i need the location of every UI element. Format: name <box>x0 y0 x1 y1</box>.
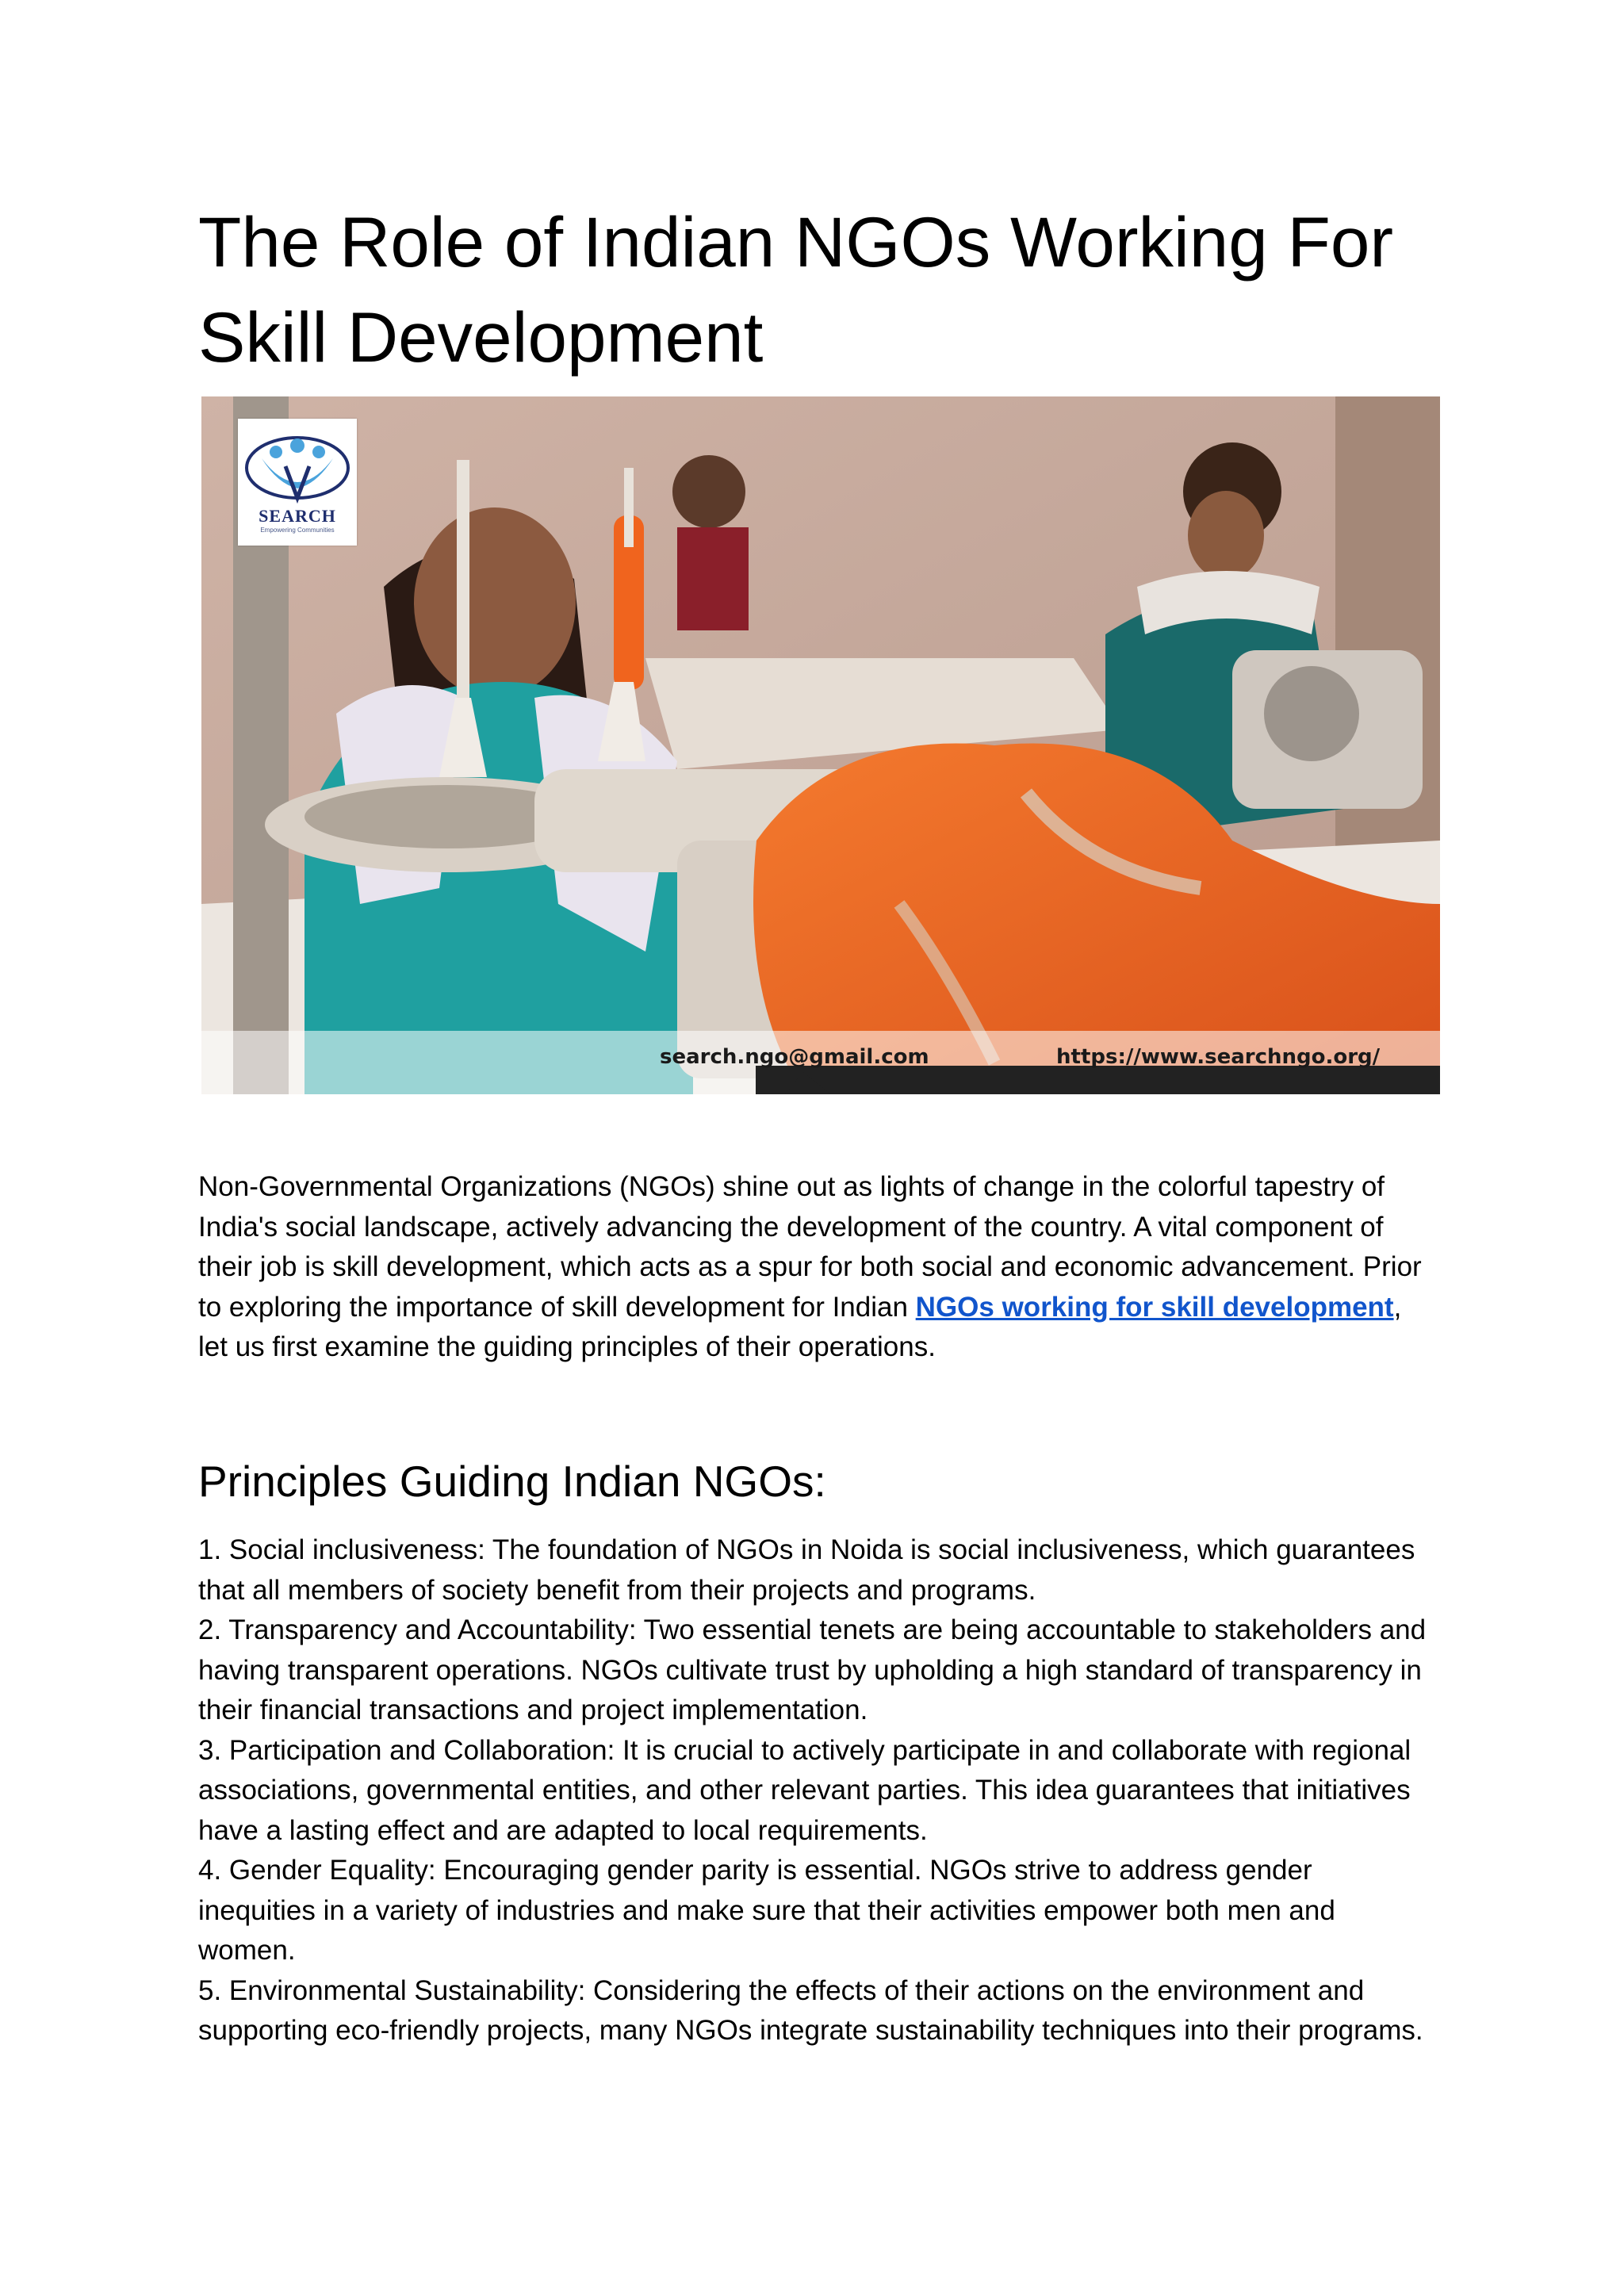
logo-text: SEARCH <box>259 506 336 526</box>
principle-gender-equality: 4. Gender Equality: Encouraging gender parity is essential. NGOs strive to address gender inequities in a variety of industries and make sure that their activities empower both men and women. <box>198 1855 1335 1966</box>
sewing-workshop-illustration <box>201 396 1440 1094</box>
hero-website: https://www.searchngo.org/ <box>1056 1045 1381 1069</box>
principles-list <box>198 1530 1435 2051</box>
hero-image <box>201 396 1440 1094</box>
page-title: The Role of Indian NGOs Working For Skill Development <box>198 202 1394 377</box>
principles-heading: Principles Guiding Indian NGOs: <box>198 1457 826 1506</box>
principle-participation: 3. Participation and Collaboration: It is crucial to actively participate in and collaborate with regional associations, governmental entities, and other relevant parties. This idea guarantees that initiatives have a lasting effect and are adapted to local requirements. <box>198 1734 1411 1846</box>
principle-environmental-sustainability: 5. Environmental Sustainability: Considering the effects of their actions on the environment and supporting eco-friendly projects, many NGOs integrate sustainability techniques into their programs. <box>198 1974 1423 2046</box>
skill-development-link[interactable]: NGOs working for skill development <box>915 1291 1394 1323</box>
search-logo <box>238 419 357 546</box>
principle-transparency: 2. Transparency and Accountability: Two essential tenets are being accountable to stakeholders and having transparent operations. NGOs cultivate trust by upholding a high standard of transparency in their financial transactions and project implementation. <box>198 1614 1427 1725</box>
hero-email: search.ngo@gmail.com <box>660 1045 929 1069</box>
intro-text-after: , let us first examine the guiding principles of their operations. <box>198 1291 1402 1362</box>
intro-paragraph <box>198 1167 1435 1368</box>
logo-tagline: Empowering Communities <box>260 527 335 534</box>
intro-text-before: Non-Governmental Organizations (NGOs) shine out as lights of change in the colorful tapestry of India's social landscape, actively advancing the development of the country. A vital component of their job is skill development, which acts as a spur for both social and economic advancement. Prior to exploring the importance of skill development for Indian <box>198 1171 1422 1323</box>
principle-social-inclusiveness: 1. Social inclusiveness: The foundation of NGOs in Noida is social inclusiveness, which guarantees that all members of society benefit from their projects and programs. <box>198 1534 1415 1606</box>
